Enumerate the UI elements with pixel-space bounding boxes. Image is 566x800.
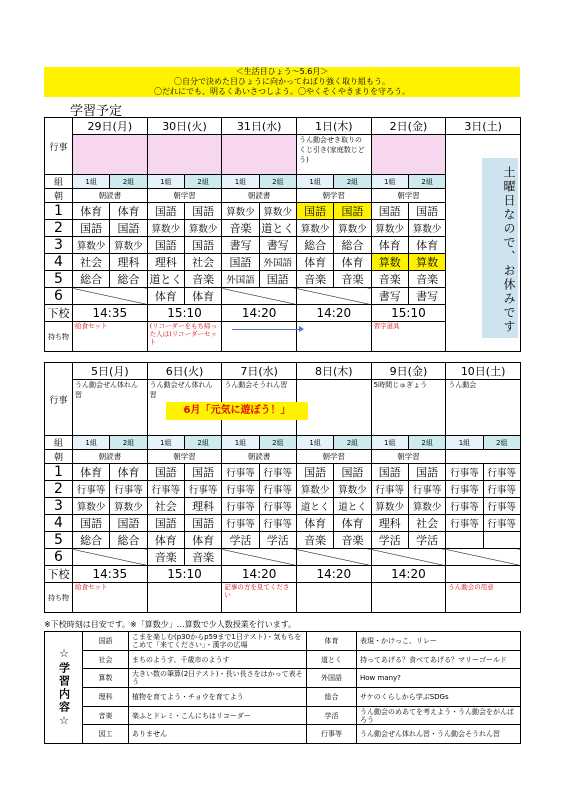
- morning-activity: 朝学習: [147, 189, 222, 203]
- class-cell: 学活: [408, 532, 445, 549]
- subject-content: サケのくらしから学ぶSDGs: [357, 688, 521, 707]
- morning-activity: 朝読書: [222, 189, 297, 203]
- period-number: 5: [45, 532, 73, 549]
- class-cell: 国語: [296, 203, 333, 220]
- day-header: 7日(水): [222, 363, 297, 380]
- class-cell: 道とく: [296, 498, 333, 515]
- subject-content: 表現・かけっこ、リレー: [357, 632, 521, 651]
- period-number: 2: [45, 481, 73, 498]
- no-class-cell: [371, 549, 446, 566]
- dismissal-time: 14:20: [371, 566, 446, 583]
- banner-goal-1: 〇自分で決めた目ひょうに向かってねばり強く取り組もう。: [174, 77, 390, 86]
- class-cell: 算数少: [222, 203, 259, 220]
- class-cell: 算数少: [110, 237, 147, 254]
- group-2: 2組: [259, 436, 296, 450]
- class-cell: 体育: [73, 203, 110, 220]
- class-cell: 行事等: [259, 464, 296, 481]
- subject-content: How many?: [357, 669, 521, 688]
- morning-activity: 朝学習: [147, 450, 222, 464]
- class-cell: 算数少: [334, 220, 371, 237]
- class-cell: 行事等: [446, 481, 483, 498]
- class-cell: 国語: [334, 203, 371, 220]
- label-asa: 朝: [45, 189, 73, 203]
- class-cell: 行事等: [446, 464, 483, 481]
- class-cell: 学活: [259, 532, 296, 549]
- group-2: 2組: [110, 175, 147, 189]
- period-number: 4: [45, 254, 73, 271]
- class-cell: 行事等: [446, 515, 483, 532]
- class-cell: 理科: [184, 498, 221, 515]
- class-cell: 国語: [296, 464, 333, 481]
- class-cell: 総合: [73, 532, 110, 549]
- group-1: 1組: [73, 175, 110, 189]
- class-cell: 国語: [371, 203, 408, 220]
- class-cell: 行事等: [222, 481, 259, 498]
- dismissal-time: 14:35: [73, 305, 148, 322]
- class-cell: 総合: [110, 271, 147, 288]
- event-cell: [147, 135, 222, 175]
- class-cell: 総合: [296, 237, 333, 254]
- label-mochimono: 持ち物: [45, 322, 73, 352]
- no-class-cell: [296, 288, 371, 305]
- subject: 学活: [307, 706, 357, 725]
- class-cell: 体育: [296, 515, 333, 532]
- subject: 図工: [83, 725, 129, 744]
- subject-content: 持ってあげる？食べてあげる？マリーゴールド: [357, 650, 521, 669]
- no-class-cell: [446, 549, 521, 566]
- class-cell: 算数少: [73, 498, 110, 515]
- learning-content-table: [44, 631, 521, 744]
- group-1: 1組: [371, 175, 408, 189]
- items-note: 給食セット: [73, 322, 148, 352]
- banner-goal-2: 〇だれにでも、明るくあいさつしよう。〇やくそくやきまりを守ろう。: [154, 87, 410, 96]
- no-class-cell: [73, 549, 148, 566]
- class-cell: 体育: [147, 532, 184, 549]
- event-cell: うん動会ぜん体れん習: [73, 380, 148, 436]
- no-class-cell: [296, 549, 371, 566]
- day-header: 10日(土): [446, 363, 521, 380]
- subject: 外国語: [307, 669, 357, 688]
- event-cell: [222, 135, 297, 175]
- class-cell: 体育: [408, 237, 445, 254]
- class-cell: 音楽: [296, 532, 333, 549]
- class-cell: 行事等: [259, 481, 296, 498]
- subject: 音楽: [83, 706, 129, 725]
- subject-content: こまを楽しむ(p30からp59まで1日テスト)・気もちをこめて「来てください」・漢字の広場: [129, 632, 307, 651]
- class-cell: 音楽: [408, 271, 445, 288]
- class-cell: 理科: [147, 254, 184, 271]
- no-class-cell: [222, 288, 297, 305]
- class-cell: 理科: [371, 515, 408, 532]
- label-kumi: 組: [45, 436, 73, 450]
- class-cell: 学活: [222, 532, 259, 549]
- group-1: 1組: [147, 436, 184, 450]
- subject-content: うん動会ぜん体れん習・うん動会そうれん習: [357, 725, 521, 744]
- period-number: 1: [45, 203, 73, 220]
- week2-table: [44, 362, 521, 613]
- class-cell: 国語: [73, 220, 110, 237]
- morning-activity: 朝読書: [73, 189, 148, 203]
- class-cell: 国語: [110, 220, 147, 237]
- class-cell: 国語: [222, 254, 259, 271]
- section-title: 学習予定: [70, 104, 123, 119]
- group-1: 1組: [446, 436, 483, 450]
- class-cell: 外国語: [259, 254, 296, 271]
- subject: 国語: [83, 632, 129, 651]
- class-cell: 算数少: [408, 498, 445, 515]
- class-cell: 算数少: [371, 498, 408, 515]
- period-number: 4: [45, 515, 73, 532]
- goal-banner: [44, 67, 520, 97]
- class-cell: 国語: [73, 515, 110, 532]
- class-cell: 学活: [371, 532, 408, 549]
- label-asa: 朝: [45, 450, 73, 464]
- subject-content: 植物を育てよう・チョウを育てよう: [129, 688, 307, 707]
- morning-activity: 朝読書: [73, 450, 148, 464]
- class-cell: 音楽: [147, 549, 184, 566]
- class-cell: 書写: [222, 237, 259, 254]
- day-header: 31日(水): [222, 118, 297, 135]
- period-number: 6: [45, 288, 73, 305]
- subject: 道とく: [307, 650, 357, 669]
- class-cell: 体育: [184, 532, 221, 549]
- class-cell: 体育: [296, 254, 333, 271]
- class-cell: 算数少: [110, 498, 147, 515]
- event-cell: うん動会ぜん体れん習: [147, 380, 222, 436]
- subject: 社会: [83, 650, 129, 669]
- items-note: 給食セット: [73, 583, 148, 613]
- event-cell: 5時間じゅぎょう: [371, 380, 446, 436]
- group-2: 2組: [334, 436, 371, 450]
- class-cell: 音楽: [184, 549, 221, 566]
- label-gyoji: 行事: [45, 363, 73, 436]
- subject: 行事等: [307, 725, 357, 744]
- subject: 算数: [83, 669, 129, 688]
- class-cell: 行事等: [483, 464, 520, 481]
- dismissal-time: 14:35: [73, 566, 148, 583]
- class-cell: 総合: [73, 271, 110, 288]
- event-cell: [73, 135, 148, 175]
- items-note: 習字道具: [371, 322, 446, 352]
- class-cell: 外国語: [222, 271, 259, 288]
- subject-content: まちのようす、千歳市のようす: [129, 650, 307, 669]
- class-cell: 算数少: [184, 220, 221, 237]
- subject-content: ありません: [129, 725, 307, 744]
- class-cell: 書写: [408, 288, 445, 305]
- label-geko: 下校: [45, 566, 73, 583]
- day-header: 30日(火): [147, 118, 222, 135]
- group-2: 2組: [334, 175, 371, 189]
- event-cell: うん動会そうれん習: [222, 380, 297, 436]
- class-cell: 音楽: [334, 532, 371, 549]
- dismissal-time: [446, 566, 521, 583]
- group-2: 2組: [259, 175, 296, 189]
- group-2: 2組: [184, 175, 221, 189]
- class-cell: 国語: [147, 237, 184, 254]
- morning-activity: 朝学習: [296, 450, 371, 464]
- period-number: 3: [45, 237, 73, 254]
- period-number: 2: [45, 220, 73, 237]
- class-cell: 国語: [147, 515, 184, 532]
- class-cell: 算数少: [147, 220, 184, 237]
- dismissal-time: 15:10: [147, 305, 222, 322]
- class-cell: 社会: [73, 254, 110, 271]
- june-slogan: 6月「元気に遊ぼう！」: [166, 402, 308, 420]
- class-cell: [483, 532, 520, 549]
- class-cell: 総合: [334, 237, 371, 254]
- class-cell: 国語: [110, 515, 147, 532]
- class-cell: 国語: [334, 464, 371, 481]
- class-cell: 算数少: [371, 220, 408, 237]
- dismissal-time: 15:10: [371, 305, 446, 322]
- footnote: ※下校時刻は目安です。※「算数少」…算数で少人数授業を行います。: [44, 620, 297, 629]
- week1-table: [44, 117, 521, 352]
- class-cell: 算数少: [408, 220, 445, 237]
- class-cell: 総合: [110, 532, 147, 549]
- subject-content: 楽ふとドレミ・こんにちはリコーダー: [129, 706, 307, 725]
- period-number: 6: [45, 549, 73, 566]
- group-2: 2組: [408, 175, 445, 189]
- class-cell: 社会: [184, 254, 221, 271]
- group-2: 2組: [408, 436, 445, 450]
- day-header: 3日(土): [446, 118, 521, 135]
- day-header: 2日(金): [371, 118, 446, 135]
- class-cell: 音楽: [296, 271, 333, 288]
- class-cell: 道とく: [147, 271, 184, 288]
- class-cell: 算数: [408, 254, 445, 271]
- class-cell: 算数少: [296, 481, 333, 498]
- class-cell: 体育: [73, 464, 110, 481]
- label-gyoji: 行事: [45, 118, 73, 175]
- group-1: 1組: [147, 175, 184, 189]
- items-note: [296, 583, 371, 613]
- class-cell: 体育: [371, 237, 408, 254]
- morning-activity: [446, 450, 521, 464]
- class-cell: [446, 532, 483, 549]
- class-cell: 体育: [147, 288, 184, 305]
- class-cell: 国語: [184, 464, 221, 481]
- dismissal-time: 14:20: [222, 566, 297, 583]
- items-note: [371, 583, 446, 613]
- class-cell: 行事等: [222, 498, 259, 515]
- event-cell: [371, 135, 446, 175]
- class-cell: 社会: [408, 515, 445, 532]
- group-2: 2組: [483, 436, 520, 450]
- class-cell: 音楽: [184, 271, 221, 288]
- class-cell: 算数少: [73, 237, 110, 254]
- class-cell: 国語: [184, 203, 221, 220]
- class-cell: 算数少: [296, 220, 333, 237]
- dismissal-time: 15:10: [147, 566, 222, 583]
- period-number: 3: [45, 498, 73, 515]
- morning-activity: 朝学習: [296, 189, 371, 203]
- class-cell: 音楽: [334, 271, 371, 288]
- items-note: [296, 322, 371, 352]
- items-note: [147, 583, 222, 613]
- class-cell: 行事等: [259, 498, 296, 515]
- group-1: 1組: [222, 175, 259, 189]
- day-header: 5日(月): [73, 363, 148, 380]
- items-note: うん動会の用意: [446, 583, 521, 613]
- class-cell: 行事等: [446, 498, 483, 515]
- class-cell: 行事等: [483, 515, 520, 532]
- group-1: 1組: [296, 436, 333, 450]
- class-cell: 書写: [259, 237, 296, 254]
- subject-content: うん動会のめあてを考えよう・うん動会をがんばろう: [357, 706, 521, 725]
- label-mochimono: 持ち物: [45, 583, 73, 613]
- subject: 理科: [83, 688, 129, 707]
- morning-activity: 朝読書: [222, 450, 297, 464]
- class-cell: 社会: [147, 498, 184, 515]
- group-1: 1組: [73, 436, 110, 450]
- class-cell: 行事等: [483, 498, 520, 515]
- class-cell: 行事等: [483, 481, 520, 498]
- group-1: 1組: [371, 436, 408, 450]
- class-cell: 算数少: [259, 203, 296, 220]
- group-1: 1組: [296, 175, 333, 189]
- class-cell: 国語: [184, 515, 221, 532]
- items-note: (リコーダーをもち帰った人は)リコーダーセット: [147, 322, 222, 352]
- dismissal-time: 14:20: [296, 566, 371, 583]
- group-1: 1組: [222, 436, 259, 450]
- day-header: 1日(木): [296, 118, 371, 135]
- arrow-icon: [232, 329, 300, 330]
- class-cell: 国語: [147, 464, 184, 481]
- class-cell: 音楽: [371, 271, 408, 288]
- class-cell: 算数: [371, 254, 408, 271]
- class-cell: 書写: [371, 288, 408, 305]
- morning-activity: 朝学習: [371, 450, 446, 464]
- class-cell: 国語: [408, 464, 445, 481]
- class-cell: 算数少: [334, 481, 371, 498]
- subject: 総合: [307, 688, 357, 707]
- group-2: 2組: [184, 436, 221, 450]
- items-note: [222, 322, 297, 352]
- dismissal-time: 14:20: [296, 305, 371, 322]
- class-cell: 国語: [371, 464, 408, 481]
- saturday-note: 土曜日なので、お休みです: [482, 158, 518, 338]
- no-class-cell: [222, 549, 297, 566]
- day-header: 9日(金): [371, 363, 446, 380]
- class-cell: 体育: [110, 464, 147, 481]
- class-cell: 国語: [408, 203, 445, 220]
- class-cell: 行事等: [259, 515, 296, 532]
- class-cell: 国語: [259, 271, 296, 288]
- class-cell: 行事等: [222, 515, 259, 532]
- group-2: 2組: [110, 436, 147, 450]
- morning-activity: 朝学習: [371, 189, 446, 203]
- period-number: 1: [45, 464, 73, 481]
- period-number: 5: [45, 271, 73, 288]
- class-cell: 理科: [110, 254, 147, 271]
- day-header: 6日(火): [147, 363, 222, 380]
- class-cell: 行事等: [222, 464, 259, 481]
- items-note: 記事の方を見てください: [222, 583, 297, 613]
- class-cell: 行事等: [408, 481, 445, 498]
- class-cell: 体育: [110, 203, 147, 220]
- class-cell: 体育: [334, 515, 371, 532]
- class-cell: 行事等: [73, 481, 110, 498]
- day-header: 8日(木): [296, 363, 371, 380]
- event-cell: うん動会せき取りのくじ引き(家庭数じどう): [296, 135, 371, 175]
- class-cell: 行事等: [371, 481, 408, 498]
- class-cell: 行事等: [147, 481, 184, 498]
- no-class-cell: [73, 288, 148, 305]
- subject: 体育: [307, 632, 357, 651]
- learning-label: ☆学習内容☆: [45, 632, 83, 744]
- class-cell: 道とく: [334, 498, 371, 515]
- label-geko: 下校: [45, 305, 73, 322]
- class-cell: 音楽: [222, 220, 259, 237]
- label-kumi: 組: [45, 175, 73, 189]
- subject-content: 大きい数の筆算(2日テスト)・長い長さをはかって表そう: [129, 669, 307, 688]
- class-cell: 国語: [184, 237, 221, 254]
- class-cell: 国語: [147, 203, 184, 220]
- day-header: 29日(月): [73, 118, 148, 135]
- class-cell: 体育: [184, 288, 221, 305]
- dismissal-time: 14:20: [222, 305, 297, 322]
- class-cell: 道とく: [259, 220, 296, 237]
- class-cell: 体育: [334, 254, 371, 271]
- class-cell: 行事等: [110, 481, 147, 498]
- event-cell: うん動会: [446, 380, 521, 436]
- class-cell: 行事等: [184, 481, 221, 498]
- banner-title: ＜生活目ひょう～5.6月＞: [235, 67, 329, 76]
